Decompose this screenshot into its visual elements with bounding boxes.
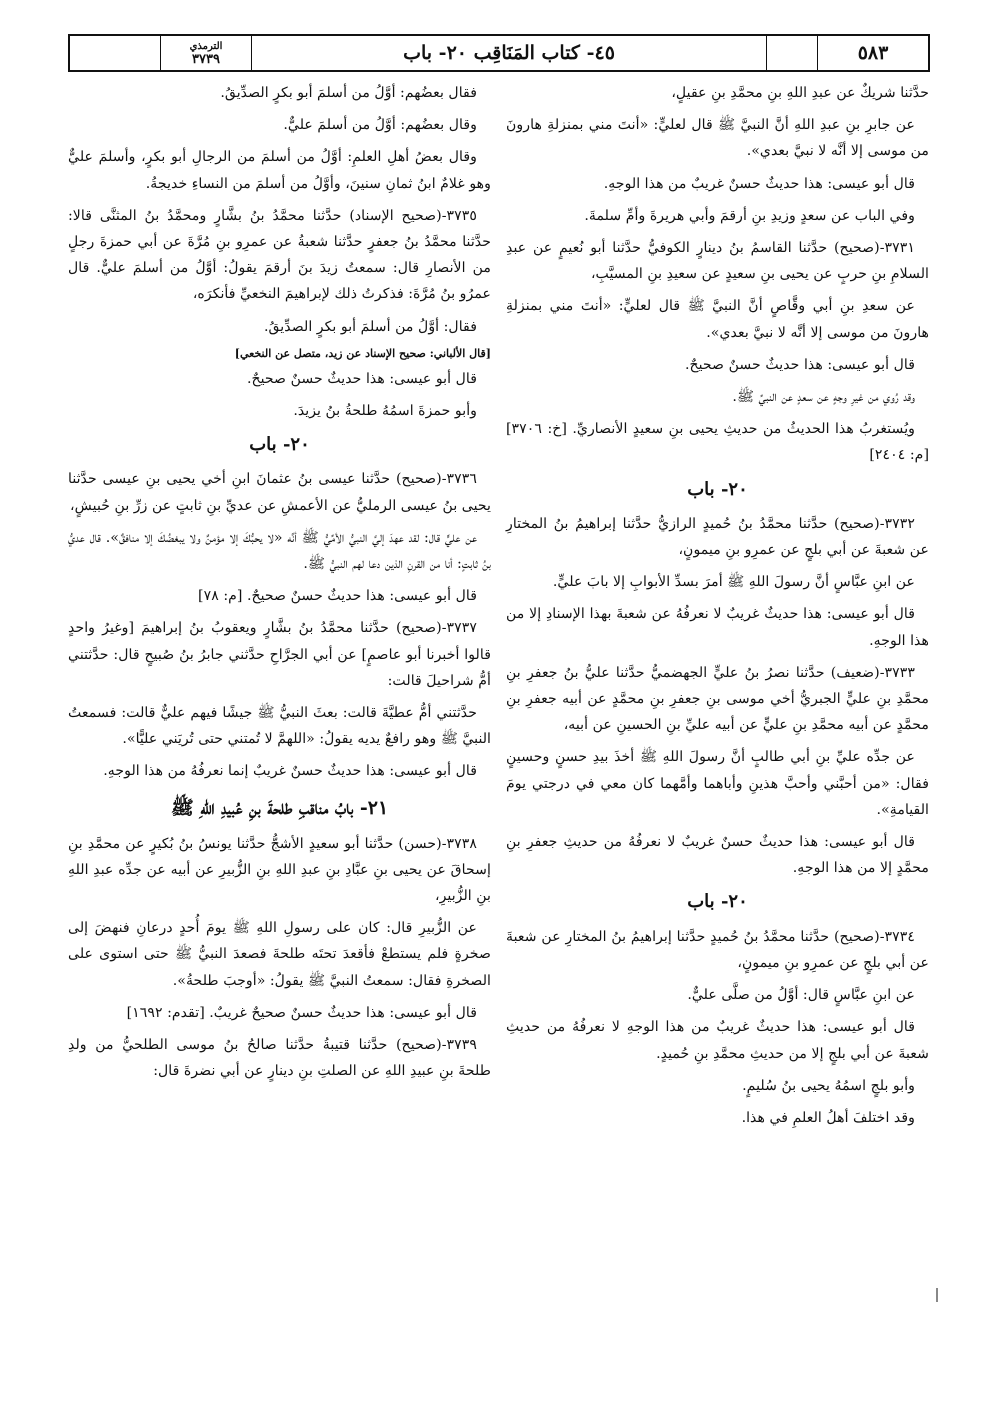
paragraph: وأبو بلجٍ اسمُهُ يحيى بنُ سُليمٍ. [742, 1077, 915, 1094]
header-spacer [766, 36, 817, 70]
section-heading: ٢٠- باب [687, 891, 748, 913]
paragraph: ٣٧٣٥-(صحيح الإسناد) حدَّثنا محمَّدُ بنُ بشَّارٍ ومحمَّدُ بنُ المثنَّى قالا: حدَّثنا محمَّدُ بنُ جعفرٍ حدَّثنا شعبةُ عن عمرِو بنِ مُرَّةَ عن أبي حمزةَ رجلٍ من الأنصارِ قال: سمعتُ زيدَ بنَ أرقمَ يقولُ: أوَّلُ من أسلمَ عليٌّ. قال عمرُو بنُ مُرَّةَ: فذكرتُ ذلك لإبراهيمَ النخعيِّ فأنكرَه، [68, 207, 491, 303]
source-number: ٣٧٣٩ [192, 52, 220, 67]
paragraph: فقال: أوَّلُ من أسلمَ أبو بكرٍ الصدِّيقُ. [263, 318, 477, 335]
paragraph: ٣٧٣٢-(صحيح) حدَّثنا محمَّدُ بنُ حُميدٍ الرازيُّ حدَّثنا إبراهيمُ بنُ المختارِ عن شعبةَ عن أبي بلجٍ عن عمرِو بنِ ميمونٍ، [506, 515, 929, 559]
paragraph: قال أبو عيسى: هذا حديثٌ حسنٌ صحيحٌ. [684, 356, 915, 373]
header-blank-cell [70, 36, 160, 70]
paragraph: ٣٧٣٧-(صحيح) حدَّثنا محمَّدُ بنُ بشَّارٍ ويعقوبُ بنُ إبراهيمَ [وغيرُ واحدٍ قالوا أخبرنا أبو عاصمٍ] عن أبي الجرَّاحِ حدَّثني جابرُ بنُ صُبيحٍ قال: حدَّثتني أمُّ شراحيلَ قالت: [68, 620, 491, 689]
paragraph: وفي الباب عن سعدٍ وزيدِ بنِ أرقمَ وأبي هريرةَ وأمِّ سلمةَ. [584, 207, 915, 224]
source-reference [160, 36, 251, 70]
paragraph: وقال بعضُ أهلِ العلمِ: أوَّلُ من أسلمَ من الرجالِ أبو بكرٍ، وأسلمَ عليٌّ وهو غلامٌ ابنُ ثمانِ سنينَ، وأوَّلُ من أسلمَ من النساءِ خديجةُ. [68, 149, 491, 192]
paragraph: ٣٧٣٣-(ضعيف) حدَّثنا نصرُ بنُ عليٍّ الجهضميُّ حدَّثنا عليُّ بنُ جعفرِ بنِ محمَّدِ بنِ عليٍّ الجبريُّ أخي موسى بنِ جعفرِ بنِ محمَّدٍ عن أبيه جعفرِ بنِ محمَّدٍ عن أبيه محمَّدِ بنِ عليٍّ عن أبيه عليِّ بنِ الحسينِ عن أبيه، [506, 664, 929, 734]
chapter-heading: ٢١- بابُ مناقبِ طلحةَ بنِ عُبيدِ اللهِ ﷺ [170, 796, 389, 819]
section-heading: ٢٠- باب [687, 478, 748, 500]
paragraph: قال أبو عيسى: هذا حديثٌ حسنٌ غريبٌ لا نعرفُهُ من حديثِ جعفرِ بنِ محمَّدٍ إلا من هذا الوجهِ. [506, 834, 929, 877]
paragraph: قال أبو عيسى: هذا حديثٌ حسنٌ صحيحٌ. [م: ٧٨] [198, 588, 477, 605]
paragraph: عن الزُّبيرِ قال: كان على رسولِ اللهِ ﷺ يومَ أُحدٍ درعانِ فنهضَ إلى صخرةٍ فلم يستطعْ فأقعدَ تحتَه طلحةَ فصعدَ النبيُّ ﷺ حتى استوى على الصخرةِ فقال: سمعتُ النبيَّ ﷺ يقولُ: «أوجبَ طلحةُ». [68, 920, 491, 989]
paragraph: فقال بعضُهم: أوَّلُ من أسلمَ أبو بكرٍ الصدِّيقُ. [220, 85, 477, 101]
paragraph: ٣٧٣٩-(صحيح) حدَّثنا قتيبةُ حدَّثنا صالحُ بنُ موسى الطلحيُّ من ولدِ طلحةَ بنِ عبيدِ اللهِ عن الصلتِ بنِ دينارٍ عن أبي نضرةَ قال: [68, 1037, 491, 1080]
paragraph: ٣٧٣١-(صحيح) حدَّثنا القاسمُ بنُ دينارٍ الكوفيُّ حدَّثنا أبو نُعيمٍ عن عبدِ السلامِ بنِ حربٍ عن يحيى بنِ سعيدٍ عن سعيدِ بنِ المسيَّبِ، [506, 240, 929, 283]
paragraph: حدَّثنا شريكٌ عن عبدِ اللهِ بنِ محمَّدِ بنِ عقيلٍ، [671, 85, 929, 101]
paragraph: ٣٧٣٤-(صحيح) حدَّثنا محمَّدُ بنُ حُميدٍ حدَّثنا إبراهيمُ بنُ المختارِ عن شعبةَ عن أبي بلجٍ عن عمرِو بنِ ميمونٍ، [506, 928, 929, 971]
paragraph: عن جابرِ بنِ عبدِ اللهِ أنَّ النبيَّ ﷺ قال لعليٍّ: «أنتَ مني بمنزلةِ هارونَ من موسى إلا أنَّه لا نبيَّ بعدي». [506, 117, 929, 160]
right-column [506, 80, 929, 1137]
paragraph: ٣٧٣٨-(حسن) حدَّثنا أبو سعيدٍ الأشجُّ حدَّثنا يونسُ بنُ بُكيرٍ عن محمَّدِ بنِ إسحاقَ عن يحيى بنِ عبَّادِ بنِ عبدِ اللهِ بنِ الزُّبيرِ عن أبيه عن جدِّه عبدِ اللهِ بنِ الزُّبيرِ، [68, 835, 491, 905]
chapter-title: ٤٥- كتاب المَنَاقِب ٢٠- باب [251, 36, 766, 70]
paragraph: قال أبو عيسى: هذا حديثٌ حسنٌ غريبٌ من هذا الوجهِ. [603, 175, 915, 192]
editor-note: [قال الألباني: صحيح الإسناد عن زيد، متصل عن النخعي] [234, 346, 491, 360]
paragraph: ٣٧٣٦-(صحيح) حدَّثنا عيسى بنُ عثمانَ ابنِ أخي يحيى بنِ عيسى حدَّثنا يحيى بنُ عيسى الرمليُّ عن الأعمشِ عن عديِّ بنِ ثابتٍ عن زرِّ بنِ حُبيشٍ، [68, 471, 491, 514]
paragraph: وقد رُوي من غيرِ وجهٍ عن سعدٍ عن النبيِّ ﷺ. [732, 389, 915, 406]
paragraph: قال أبو عيسى: هذا حديثٌ غريبٌ لا نعرفُهُ عن شعبةَ بهذا الإسنادِ إلا من هذا الوجهِ. [506, 606, 929, 649]
paragraph: قال أبو عيسى: هذا حديثٌ حسنٌ صحيحٌ غريبٌ. [تقدم: ١٦٩٢] [126, 1004, 477, 1021]
paragraph: قال أبو عيسى: هذا حديثٌ حسنٌ غريبٌ إنما نعرفُهُ من هذا الوجهِ. [103, 763, 477, 780]
paragraph: عن عليٍّ قال: لقد عهدَ إليَّ النبيُّ الأمِّيُّ ﷺ أنَّه «لا يحبُّكَ إلا مؤمنٌ ولا يبغضُكَ إلا منافقٌ». قال عديُّ بنُ ثابتٍ: أنا من القرنِ الذين دعا لهم النبيُّ ﷺ. [68, 529, 491, 573]
paragraph: عن ابنِ عبَّاسٍ أنَّ رسولَ اللهِ ﷺ أمرَ بسدِّ الأبوابِ إلا بابَ عليٍّ. [552, 574, 915, 591]
left-column [68, 80, 491, 1091]
paragraph: وقد اختلفَ أهلُ العلمِ في هذا. [741, 1109, 915, 1126]
paragraph: قال أبو عيسى: هذا حديثٌ حسنٌ صحيحٌ. [246, 370, 477, 387]
paragraph: عن جدِّه عليِّ بنِ أبي طالبٍ أنَّ رسولَ اللهِ ﷺ أخذَ بيدِ حسنٍ وحسينٍ فقال: «من أحبَّني وأحبَّ هذينِ وأباهما وأمَّهما كان معي في درجتي يومَ القيامةِ». [506, 749, 929, 818]
paragraph: حدَّثتني أمُّ عطيَّةَ قالت: بعثَ النبيُّ ﷺ جيشًا فيهم عليٌّ قالت: فسمعتُ النبيَّ ﷺ وهو رافعٌ يديه يقولُ: «اللهمَّ لا تُمتني حتى تُريَني عليًّا». [68, 705, 491, 748]
page-number: ٥٨٣ [817, 36, 928, 70]
paragraph: عن ابنِ عبَّاسٍ قال: أوَّلُ من صلَّى عليٌّ. [687, 987, 915, 1004]
source-name: الترمذي [189, 41, 223, 52]
margin-mark [936, 1288, 938, 1302]
paragraph: قال أبو عيسى: هذا حديثٌ غريبٌ من هذا الوجهِ لا نعرفُهُ من حديثِ شعبةَ عن أبي بلجٍ إلا من حديثِ محمَّدِ بنِ حُميدٍ. [506, 1019, 929, 1062]
paragraph: ويُستغربُ هذا الحديثُ من حديثِ يحيى بنِ سعيدٍ الأنصاريِّ. [خ: ٣٧٠٦] [م: ٢٤٠٤] [506, 421, 929, 464]
paragraph: عن سعدِ بنِ أبي وقَّاصٍ أنَّ النبيَّ ﷺ قال لعليٍّ: «أنتَ مني بمنزلةِ هارونَ من موسى إلا أنَّه لا نبيَّ بعدي». [506, 298, 929, 341]
page-header [68, 34, 930, 72]
section-heading: ٢٠- باب [249, 434, 310, 456]
paragraph: وقال بعضُهم: أوَّلُ من أسلمَ عليٌّ. [283, 117, 477, 134]
paragraph: وأبو حمزةَ اسمُهُ طلحةُ بنُ يزيدَ. [293, 403, 477, 420]
